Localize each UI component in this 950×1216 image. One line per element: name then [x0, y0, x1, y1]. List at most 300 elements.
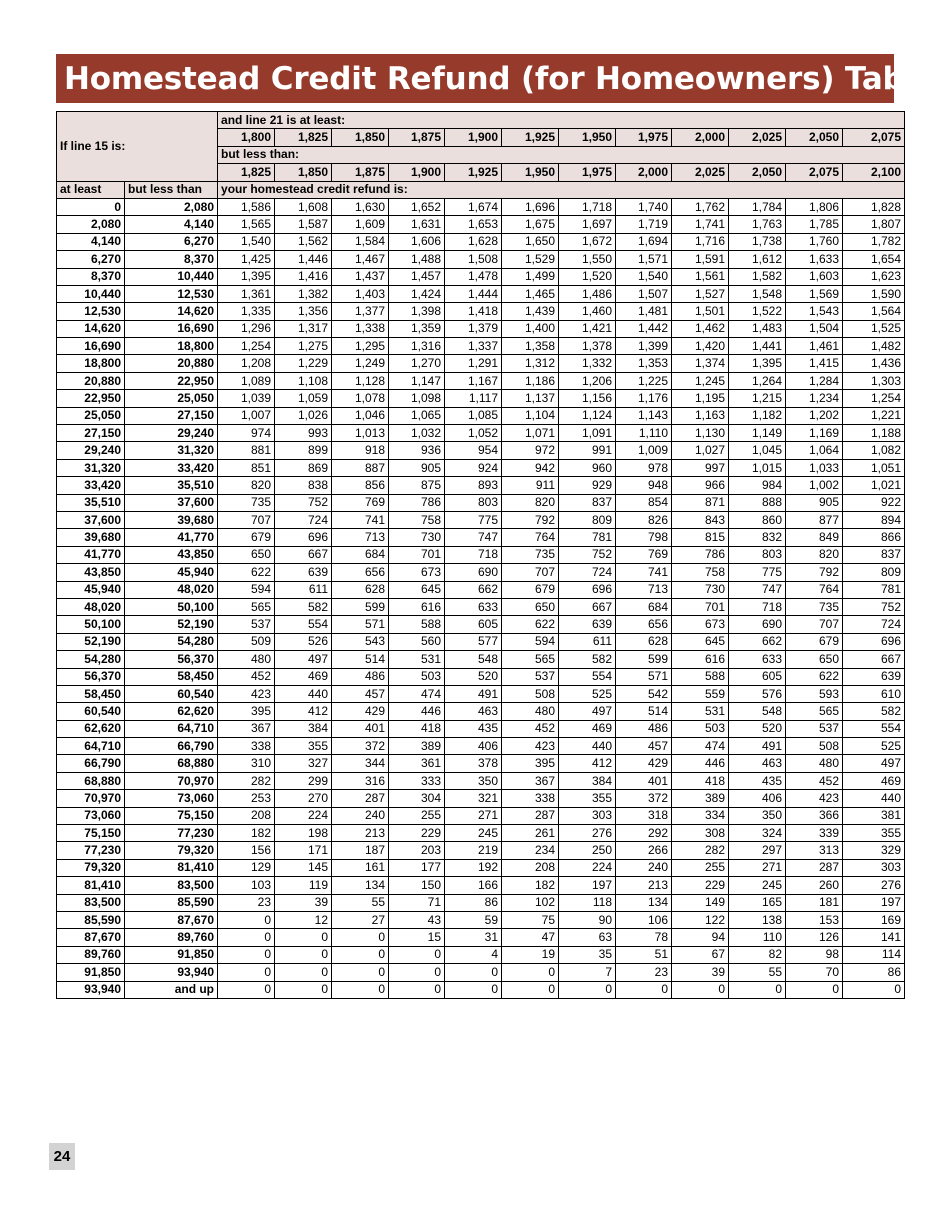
refund-value-cell: 1,110: [616, 425, 672, 442]
income-at-least-cell: 35,510: [57, 494, 125, 511]
refund-value-cell: 1,416: [275, 268, 332, 285]
refund-value-cell: 554: [559, 668, 616, 685]
refund-value-cell: 1,674: [445, 198, 502, 215]
refund-value-cell: 1,303: [843, 372, 905, 389]
refund-value-cell: 1,527: [672, 285, 729, 302]
refund-value-cell: 769: [332, 494, 389, 511]
refund-value-cell: 27: [332, 911, 389, 928]
refund-value-cell: 1,245: [672, 372, 729, 389]
table-row: [57, 894, 905, 911]
refund-value-cell: 197: [843, 894, 905, 911]
refund-value-cell: 0: [616, 981, 672, 998]
refund-value-cell: 764: [786, 581, 843, 598]
refund-value-cell: 1,167: [445, 372, 502, 389]
refund-value-cell: 0: [218, 981, 275, 998]
refund-value-cell: 1,399: [616, 338, 672, 355]
refund-value-cell: 271: [445, 807, 502, 824]
refund-value-cell: 803: [729, 546, 786, 563]
refund-value-cell: 1,633: [786, 251, 843, 268]
refund-value-cell: 593: [786, 685, 843, 702]
refund-value-cell: 1,718: [559, 198, 616, 215]
refund-value-cell: 463: [729, 755, 786, 772]
refund-value-cell: 1,403: [332, 285, 389, 302]
income-at-least-cell: 43,850: [57, 564, 125, 581]
table-row: [57, 233, 905, 250]
refund-value-cell: 1,169: [786, 425, 843, 442]
refund-value-cell: 1,046: [332, 407, 389, 424]
refund-value-cell: 1,507: [616, 285, 672, 302]
refund-value-cell: 401: [332, 720, 389, 737]
refund-value-cell: 622: [502, 616, 559, 633]
refund-value-cell: 735: [218, 494, 275, 511]
refund-value-cell: 752: [843, 598, 905, 615]
income-at-least-cell: 12,530: [57, 303, 125, 320]
refund-value-cell: 255: [389, 807, 445, 824]
line-21-at-least-value: 2,000: [672, 129, 729, 146]
refund-value-cell: 1,612: [729, 251, 786, 268]
refund-value-cell: 271: [729, 859, 786, 876]
refund-value-cell: 1,508: [445, 251, 502, 268]
refund-value-cell: 1,295: [332, 338, 389, 355]
income-less-than-cell: 93,940: [125, 964, 218, 981]
refund-value-cell: 452: [502, 720, 559, 737]
refund-value-cell: 486: [332, 668, 389, 685]
refund-value-cell: 282: [218, 772, 275, 789]
refund-value-cell: 520: [729, 720, 786, 737]
refund-value-cell: 94: [672, 929, 729, 946]
income-less-than-cell: 27,150: [125, 407, 218, 424]
refund-value-cell: 270: [275, 790, 332, 807]
income-at-least-cell: 10,440: [57, 285, 125, 302]
refund-value-cell: 713: [332, 529, 389, 546]
refund-value-cell: 1,437: [332, 268, 389, 285]
refund-value-cell: 1,540: [218, 233, 275, 250]
refund-value-cell: 1,358: [502, 338, 559, 355]
income-at-least-cell: 62,620: [57, 720, 125, 737]
refund-value-cell: 526: [275, 633, 332, 650]
refund-value-cell: 775: [445, 511, 502, 528]
refund-value-cell: 707: [502, 564, 559, 581]
refund-value-cell: 645: [672, 633, 729, 650]
table-row: [57, 790, 905, 807]
refund-value-cell: 537: [218, 616, 275, 633]
refund-value-cell: 406: [729, 790, 786, 807]
income-at-least-cell: 70,970: [57, 790, 125, 807]
refund-value-cell: 1,221: [843, 407, 905, 424]
line-21-at-least-value: 1,950: [559, 129, 616, 146]
refund-value-cell: 520: [445, 668, 502, 685]
refund-value-cell: 639: [275, 564, 332, 581]
refund-value-cell: 452: [218, 668, 275, 685]
table-row: [57, 564, 905, 581]
refund-value-cell: 1,378: [559, 338, 616, 355]
refund-value-cell: 997: [672, 459, 729, 476]
refund-value-cell: 594: [502, 633, 559, 650]
refund-value-cell: 1,085: [445, 407, 502, 424]
income-less-than-cell: 77,230: [125, 825, 218, 842]
refund-value-cell: 1,033: [786, 459, 843, 476]
line-21-at-least-value: 2,050: [786, 129, 843, 146]
refund-value-cell: 1,606: [389, 233, 445, 250]
refund-value-cell: 690: [729, 616, 786, 633]
refund-value-cell: 503: [389, 668, 445, 685]
refund-value-cell: 679: [502, 581, 559, 598]
refund-value-cell: 418: [389, 720, 445, 737]
refund-value-cell: 253: [218, 790, 275, 807]
refund-value-cell: 198: [275, 825, 332, 842]
refund-value-cell: 1,002: [786, 477, 843, 494]
refund-value-cell: 922: [843, 494, 905, 511]
refund-value-cell: 929: [559, 477, 616, 494]
income-less-than-cell: 6,270: [125, 233, 218, 250]
refund-value-cell: 781: [559, 529, 616, 546]
table-row: [57, 738, 905, 755]
refund-value-cell: 1,582: [729, 268, 786, 285]
refund-value-cell: 1,462: [672, 320, 729, 337]
table-row: [57, 755, 905, 772]
but-less-than-label: but less than:: [218, 146, 905, 163]
refund-value-cell: 849: [786, 529, 843, 546]
income-at-least-cell: 8,370: [57, 268, 125, 285]
refund-value-cell: 401: [616, 772, 672, 789]
refund-value-cell: 440: [843, 790, 905, 807]
refund-value-cell: 1,488: [389, 251, 445, 268]
refund-value-cell: 554: [843, 720, 905, 737]
refund-value-cell: 735: [786, 598, 843, 615]
refund-value-cell: 1,078: [332, 390, 389, 407]
refund-value-cell: 1,696: [502, 198, 559, 215]
refund-value-cell: 4: [445, 946, 502, 963]
refund-value-cell: 645: [389, 581, 445, 598]
refund-value-cell: 1,654: [843, 251, 905, 268]
refund-value-cell: 548: [445, 651, 502, 668]
income-at-least-cell: 6,270: [57, 251, 125, 268]
refund-value-cell: 571: [332, 616, 389, 633]
refund-value-cell: 1,361: [218, 285, 275, 302]
refund-value-cell: 1,064: [786, 442, 843, 459]
income-less-than-cell: and up: [125, 981, 218, 998]
refund-value-cell: 75: [502, 911, 559, 928]
refund-value-cell: 1,254: [218, 338, 275, 355]
refund-value-cell: 1,631: [389, 216, 445, 233]
refund-value-cell: 1,623: [843, 268, 905, 285]
refund-value-cell: 1,163: [672, 407, 729, 424]
refund-value-cell: 1,740: [616, 198, 672, 215]
refund-value-cell: 480: [502, 703, 559, 720]
refund-value-cell: 119: [275, 877, 332, 894]
refund-value-cell: 1,395: [729, 355, 786, 372]
refund-value-cell: 15: [389, 929, 445, 946]
refund-value-cell: 679: [218, 529, 275, 546]
refund-value-cell: 905: [389, 459, 445, 476]
refund-value-cell: 240: [616, 859, 672, 876]
line-21-less-than-value: 1,900: [389, 164, 445, 181]
refund-value-cell: 1,418: [445, 303, 502, 320]
refund-value-cell: 684: [616, 598, 672, 615]
table-row: [57, 268, 905, 285]
line-21-less-than-value: 1,950: [502, 164, 559, 181]
refund-value-cell: 457: [616, 738, 672, 755]
refund-value-cell: 181: [786, 894, 843, 911]
refund-value-cell: 730: [389, 529, 445, 546]
refund-value-cell: 406: [445, 738, 502, 755]
line-21-at-least-value: 1,875: [389, 129, 445, 146]
refund-value-cell: 1,424: [389, 285, 445, 302]
refund-value-cell: 1,609: [332, 216, 389, 233]
refund-value-cell: 820: [502, 494, 559, 511]
refund-value-cell: 588: [672, 668, 729, 685]
refund-value-cell: 667: [843, 651, 905, 668]
line-21-less-than-value: 2,000: [616, 164, 672, 181]
income-less-than-cell: 39,680: [125, 511, 218, 528]
refund-value-cell: 0: [275, 929, 332, 946]
refund-value-cell: 1,124: [559, 407, 616, 424]
income-at-least-cell: 68,880: [57, 772, 125, 789]
refund-value-cell: 1,395: [218, 268, 275, 285]
table-row: [57, 198, 905, 215]
refund-value-cell: 161: [332, 859, 389, 876]
refund-value-cell: 0: [502, 981, 559, 998]
refund-value-cell: 134: [332, 877, 389, 894]
table-row: [57, 529, 905, 546]
refund-value-cell: 497: [559, 703, 616, 720]
refund-value-cell: 303: [843, 859, 905, 876]
refund-value-cell: 560: [389, 633, 445, 650]
refund-value-cell: 366: [786, 807, 843, 824]
table-row: [57, 929, 905, 946]
refund-value-cell: 192: [445, 859, 502, 876]
refund-value-cell: 1,608: [275, 198, 332, 215]
refund-value-cell: 0: [729, 981, 786, 998]
refund-value-cell: 531: [672, 703, 729, 720]
refund-value-cell: 1,156: [559, 390, 616, 407]
refund-value-cell: 1,741: [672, 216, 729, 233]
refund-value-cell: 888: [729, 494, 786, 511]
refund-value-cell: 764: [502, 529, 559, 546]
refund-value-cell: 474: [389, 685, 445, 702]
refund-value-cell: 245: [445, 825, 502, 842]
refund-value-cell: 809: [559, 511, 616, 528]
income-less-than-cell: 64,710: [125, 720, 218, 737]
refund-value-cell: 0: [218, 964, 275, 981]
table-row: [57, 964, 905, 981]
refund-value-cell: 118: [559, 894, 616, 911]
refund-value-cell: 1,738: [729, 233, 786, 250]
line-21-at-least-label: and line 21 is at least:: [218, 112, 905, 129]
refund-value-cell: 826: [616, 511, 672, 528]
refund-value-cell: 559: [672, 685, 729, 702]
refund-value-cell: 355: [559, 790, 616, 807]
refund-value-cell: 1,501: [672, 303, 729, 320]
refund-value-cell: 171: [275, 842, 332, 859]
line-21-less-than-value: 1,875: [332, 164, 389, 181]
refund-value-cell: 0: [559, 981, 616, 998]
refund-value-cell: 110: [729, 929, 786, 946]
refund-value-cell: 1,316: [389, 338, 445, 355]
refund-value-cell: 1,098: [389, 390, 445, 407]
refund-value-cell: 1,052: [445, 425, 502, 442]
refund-value-cell: 0: [389, 981, 445, 998]
income-less-than-cell: 66,790: [125, 738, 218, 755]
table-row: [57, 425, 905, 442]
income-less-than-cell: 16,690: [125, 320, 218, 337]
refund-value-cell: 435: [729, 772, 786, 789]
refund-value-cell: 497: [843, 755, 905, 772]
refund-value-cell: 1,591: [672, 251, 729, 268]
refund-value-cell: 310: [218, 755, 275, 772]
income-at-least-cell: 79,320: [57, 859, 125, 876]
refund-value-cell: 23: [218, 894, 275, 911]
refund-value-cell: 984: [729, 477, 786, 494]
income-at-least-cell: 85,590: [57, 911, 125, 928]
refund-value-cell: 423: [218, 685, 275, 702]
table-row: [57, 390, 905, 407]
refund-value-cell: 1,128: [332, 372, 389, 389]
table-body: [57, 198, 905, 998]
refund-value-cell: 911: [502, 477, 559, 494]
refund-value-cell: 308: [672, 825, 729, 842]
refund-value-cell: 576: [729, 685, 786, 702]
line-21-at-least-value: 2,025: [729, 129, 786, 146]
refund-value-cell: 98: [786, 946, 843, 963]
refund-value-cell: 1,420: [672, 338, 729, 355]
refund-value-cell: 565: [218, 598, 275, 615]
refund-value-cell: 701: [389, 546, 445, 563]
refund-value-cell: 1,529: [502, 251, 559, 268]
refund-value-cell: 1,540: [616, 268, 672, 285]
refund-value-cell: 250: [559, 842, 616, 859]
refund-value-cell: 741: [616, 564, 672, 581]
refund-value-cell: 1,104: [502, 407, 559, 424]
refund-value-cell: 1,421: [559, 320, 616, 337]
refund-value-cell: 582: [843, 703, 905, 720]
refund-value-cell: 0: [445, 964, 502, 981]
refund-table: [56, 111, 905, 999]
income-less-than-cell: 18,800: [125, 338, 218, 355]
income-at-least-cell: 0: [57, 198, 125, 215]
refund-value-cell: 633: [729, 651, 786, 668]
refund-value-cell: 628: [332, 581, 389, 598]
refund-value-cell: 1,398: [389, 303, 445, 320]
refund-value-cell: 156: [218, 842, 275, 859]
refund-value-cell: 650: [218, 546, 275, 563]
refund-value-cell: 622: [786, 668, 843, 685]
line-21-at-least-value: 1,975: [616, 129, 672, 146]
income-at-least-cell: 81,410: [57, 877, 125, 894]
refund-value-cell: 1,763: [729, 216, 786, 233]
refund-value-cell: 86: [445, 894, 502, 911]
refund-value-cell: 327: [275, 755, 332, 772]
refund-value-cell: 1,027: [672, 442, 729, 459]
refund-value-cell: 287: [786, 859, 843, 876]
refund-value-cell: 1,784: [729, 198, 786, 215]
refund-value-cell: 355: [275, 738, 332, 755]
refund-value-cell: 350: [729, 807, 786, 824]
line-21-at-least-value: 1,900: [445, 129, 502, 146]
refund-value-cell: 384: [559, 772, 616, 789]
refund-value-cell: 59: [445, 911, 502, 928]
income-less-than-cell: 75,150: [125, 807, 218, 824]
refund-value-cell: 1,284: [786, 372, 843, 389]
refund-value-cell: 1,675: [502, 216, 559, 233]
refund-value-cell: 1,653: [445, 216, 502, 233]
income-less-than-cell: 33,420: [125, 459, 218, 476]
refund-value-cell: 1,147: [389, 372, 445, 389]
refund-value-cell: 355: [843, 825, 905, 842]
table-row: [57, 598, 905, 615]
refund-value-cell: 1,137: [502, 390, 559, 407]
refund-value-cell: 0: [218, 946, 275, 963]
refund-value-cell: 954: [445, 442, 502, 459]
refund-value-cell: 418: [672, 772, 729, 789]
refund-value-cell: 0: [843, 981, 905, 998]
refund-value-cell: 395: [502, 755, 559, 772]
refund-value-cell: 1,672: [559, 233, 616, 250]
income-less-than-cell: 85,590: [125, 894, 218, 911]
refund-value-cell: 429: [616, 755, 672, 772]
table-row: [57, 320, 905, 337]
refund-value-cell: 0: [332, 964, 389, 981]
table-row: [57, 407, 905, 424]
refund-value-cell: 966: [672, 477, 729, 494]
refund-value-cell: 616: [672, 651, 729, 668]
refund-value-cell: 747: [729, 581, 786, 598]
income-at-least-cell: 73,060: [57, 807, 125, 824]
refund-value-cell: 446: [672, 755, 729, 772]
table-row: [57, 372, 905, 389]
refund-value-cell: 260: [786, 877, 843, 894]
table-row: [57, 685, 905, 702]
refund-value-cell: 47: [502, 929, 559, 946]
line-21-less-than-value: 1,850: [275, 164, 332, 181]
refund-value-cell: 282: [672, 842, 729, 859]
refund-value-cell: 1,590: [843, 285, 905, 302]
refund-value-cell: 82: [729, 946, 786, 963]
refund-value-cell: 203: [389, 842, 445, 859]
refund-value-cell: 696: [275, 529, 332, 546]
refund-value-cell: 838: [275, 477, 332, 494]
refund-value-cell: 429: [332, 703, 389, 720]
refund-value-cell: 55: [729, 964, 786, 981]
refund-value-cell: 972: [502, 442, 559, 459]
refund-value-cell: 1,520: [559, 268, 616, 285]
refund-value-cell: 577: [445, 633, 502, 650]
table-row: [57, 511, 905, 528]
refund-value-cell: 55: [332, 894, 389, 911]
refund-value-cell: 542: [616, 685, 672, 702]
refund-value-cell: 486: [616, 720, 672, 737]
refund-value-cell: 820: [786, 546, 843, 563]
refund-value-cell: 508: [786, 738, 843, 755]
income-less-than-cell: 22,950: [125, 372, 218, 389]
refund-value-cell: 978: [616, 459, 672, 476]
refund-value-cell: 1,254: [843, 390, 905, 407]
income-less-than-cell: 10,440: [125, 268, 218, 285]
refund-value-cell: 255: [672, 859, 729, 876]
income-at-least-cell: 58,450: [57, 685, 125, 702]
refund-value-cell: 491: [729, 738, 786, 755]
refund-value-cell: 1,065: [389, 407, 445, 424]
refund-value-cell: 266: [616, 842, 672, 859]
refund-value-cell: 537: [786, 720, 843, 737]
refund-value-cell: 122: [672, 911, 729, 928]
table-row: [57, 772, 905, 789]
table-row: [57, 859, 905, 876]
line-21-less-than-value: 2,100: [843, 164, 905, 181]
income-at-least-cell: 64,710: [57, 738, 125, 755]
refund-value-cell: 224: [559, 859, 616, 876]
refund-value-cell: 565: [502, 651, 559, 668]
